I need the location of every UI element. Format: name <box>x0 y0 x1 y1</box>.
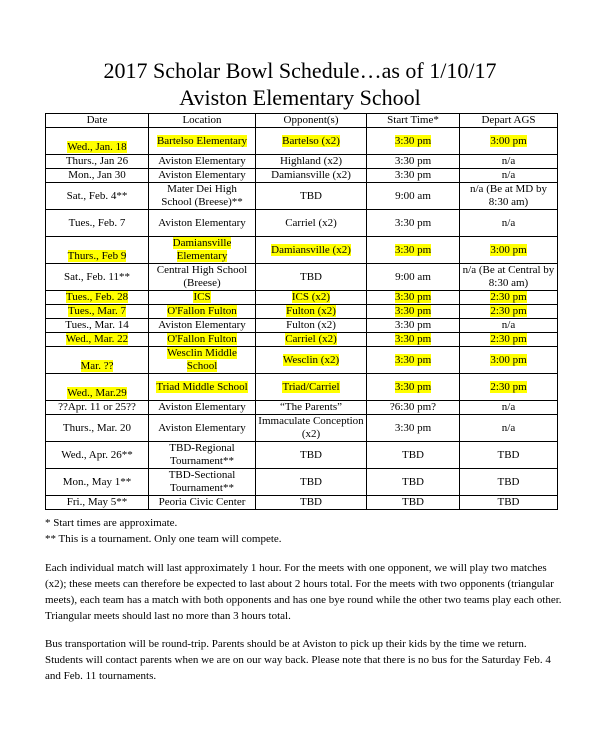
table-header-row <box>46 114 558 128</box>
cell-start: 3:30 pm <box>367 319 460 333</box>
cell-opponent: Fulton (x2) <box>256 319 367 333</box>
cell-opponent: Damiansville (x2) <box>256 169 367 183</box>
cell-date: Fri., May 5** <box>46 496 149 510</box>
cell-opponent: Triad/Carriel <box>256 374 367 401</box>
cell-date: Sat., Feb. 4** <box>46 183 149 210</box>
cell-location: Wesclin Middle School <box>149 347 256 374</box>
page-subtitle: Aviston Elementary School <box>179 85 421 110</box>
cell-depart: n/a <box>460 169 558 183</box>
table-row <box>46 291 558 305</box>
table-row <box>46 415 558 442</box>
table-row <box>46 169 558 183</box>
cell-depart: 3:00 pm <box>460 128 558 155</box>
cell-start: 3:30 pm <box>367 128 460 155</box>
cell-start: 3:30 pm <box>367 291 460 305</box>
cell-date: Mar. ?? <box>46 347 149 374</box>
cell-location: TBD-Sectional Tournament** <box>149 469 256 496</box>
header-start-time: Start Time* <box>367 114 460 128</box>
cell-opponent: Carriel (x2) <box>256 210 367 237</box>
cell-depart: TBD <box>460 469 558 496</box>
cell-start: 3:30 pm <box>367 210 460 237</box>
table-row <box>46 128 558 155</box>
table-row <box>46 442 558 469</box>
cell-date: Tues., Feb. 7 <box>46 210 149 237</box>
cell-depart: 3:00 pm <box>460 237 558 264</box>
cell-date: Tues., Mar. 14 <box>46 319 149 333</box>
cell-date: Mon., Jan 30 <box>46 169 149 183</box>
cell-location: O'Fallon Fulton <box>149 333 256 347</box>
cell-start: ?6:30 pm? <box>367 401 460 415</box>
cell-depart: n/a <box>460 210 558 237</box>
table-row <box>46 155 558 169</box>
header-opponent: Opponent(s) <box>256 114 367 128</box>
cell-depart: n/a <box>460 155 558 169</box>
cell-location: Aviston Elementary <box>149 415 256 442</box>
cell-start: 9:00 am <box>367 264 460 291</box>
cell-date: Thurs., Mar. 20 <box>46 415 149 442</box>
cell-depart: n/a (Be at Central by 8:30 am) <box>460 264 558 291</box>
match-info-text: Each individual match will last approximately 1 hour. For the meets with one opponent, we will play two matches (x2); these meets can therefore be expected to last about 2 hours total. For the meets with two opponents (triangular meets), each team has a match with both opponents and has one bye round while the other two teams play each other. Triangular meets should last no more than 3 hours total. <box>45 562 562 622</box>
cell-opponent: ICS (x2) <box>256 291 367 305</box>
cell-depart: n/a <box>460 415 558 442</box>
cell-depart: 2:30 pm <box>460 333 558 347</box>
cell-depart: 2:30 pm <box>460 291 558 305</box>
table-row <box>46 305 558 319</box>
cell-start: 3:30 pm <box>367 374 460 401</box>
cell-start: 3:30 pm <box>367 237 460 264</box>
cell-opponent: Wesclin (x2) <box>256 347 367 374</box>
bus-info-text: Bus transportation will be round-trip. Parents should be at Aviston to pick up their kids by the time we return. Students will contact parents when we are on our way back. Please note that there is no bus for the Saturday Feb. 4 and Feb. 11 tournaments. <box>45 638 551 682</box>
table-row <box>46 264 558 291</box>
cell-location: Mater Dei High School (Breese)** <box>149 183 256 210</box>
cell-date: Sat., Feb. 11** <box>46 264 149 291</box>
cell-start: 3:30 pm <box>367 305 460 319</box>
cell-location: Aviston Elementary <box>149 169 256 183</box>
cell-opponent: TBD <box>256 183 367 210</box>
table-row <box>46 347 558 374</box>
cell-start: 9:00 am <box>367 183 460 210</box>
header-date: Date <box>46 114 149 128</box>
cell-location: Peoria Civic Center <box>149 496 256 510</box>
footnote-approximate: * Start times are approximate. <box>45 517 178 529</box>
cell-opponent: Highland (x2) <box>256 155 367 169</box>
cell-location: Bartelso Elementary <box>149 128 256 155</box>
table-row <box>46 210 558 237</box>
header-depart: Depart AGS <box>460 114 558 128</box>
cell-date: Thurs., Jan 26 <box>46 155 149 169</box>
cell-depart: 3:00 pm <box>460 347 558 374</box>
cell-location: O'Fallon Fulton <box>149 305 256 319</box>
cell-opponent: Carriel (x2) <box>256 333 367 347</box>
cell-location: Aviston Elementary <box>149 210 256 237</box>
cell-location: ICS <box>149 291 256 305</box>
table-row <box>46 183 558 210</box>
cell-start: 3:30 pm <box>367 347 460 374</box>
cell-depart: TBD <box>460 496 558 510</box>
cell-start: TBD <box>367 469 460 496</box>
cell-opponent: “The Parents” <box>256 401 367 415</box>
cell-start: 3:30 pm <box>367 169 460 183</box>
cell-location: Aviston Elementary <box>149 401 256 415</box>
cell-start: TBD <box>367 442 460 469</box>
cell-depart: n/a (Be at MD by 8:30 am) <box>460 183 558 210</box>
cell-date: Wed., Mar. 22 <box>46 333 149 347</box>
footnotes <box>45 515 565 547</box>
table-row <box>46 496 558 510</box>
cell-date: Tues., Mar. 7 <box>46 305 149 319</box>
cell-location: Central High School (Breese) <box>149 264 256 291</box>
cell-start: 3:30 pm <box>367 415 460 442</box>
cell-date: Wed., Apr. 26** <box>46 442 149 469</box>
table-row <box>46 237 558 264</box>
cell-start: TBD <box>367 496 460 510</box>
cell-date: Thurs., Feb 9 <box>46 237 149 264</box>
cell-depart: TBD <box>460 442 558 469</box>
cell-location: Triad Middle School <box>149 374 256 401</box>
cell-date: Tues., Feb. 28 <box>46 291 149 305</box>
cell-opponent: Damiansville (x2) <box>256 237 367 264</box>
cell-depart: 2:30 pm <box>460 374 558 401</box>
cell-start: 3:30 pm <box>367 155 460 169</box>
cell-depart: n/a <box>460 401 558 415</box>
page-title: 2017 Scholar Bowl Schedule…as of 1/10/17 <box>103 58 497 83</box>
cell-opponent: TBD <box>256 496 367 510</box>
table-row <box>46 401 558 415</box>
cell-opponent: Bartelso (x2) <box>256 128 367 155</box>
bus-info-paragraph <box>45 636 565 684</box>
header-location: Location <box>149 114 256 128</box>
cell-opponent: Immaculate Conception (x2) <box>256 415 367 442</box>
cell-location: Aviston Elementary <box>149 155 256 169</box>
table-row <box>46 333 558 347</box>
cell-start: 3:30 pm <box>367 333 460 347</box>
schedule-table <box>45 113 558 510</box>
cell-date: Wed., Jan. 18 <box>46 128 149 155</box>
cell-date: Wed., Mar.29 <box>46 374 149 401</box>
cell-date: Mon., May 1** <box>46 469 149 496</box>
cell-location: Damiansville Elementary <box>149 237 256 264</box>
cell-opponent: TBD <box>256 469 367 496</box>
table-row <box>46 469 558 496</box>
cell-depart: 2:30 pm <box>460 305 558 319</box>
cell-location: Aviston Elementary <box>149 319 256 333</box>
match-info-paragraph <box>45 560 565 624</box>
cell-depart: n/a <box>460 319 558 333</box>
cell-opponent: TBD <box>256 442 367 469</box>
table-row <box>46 374 558 401</box>
footnote-tournament: ** This is a tournament. Only one team will compete. <box>45 533 282 545</box>
cell-opponent: Fulton (x2) <box>256 305 367 319</box>
cell-date: ??Apr. 11 or 25?? <box>46 401 149 415</box>
table-row <box>46 319 558 333</box>
cell-location: TBD-Regional Tournament** <box>149 442 256 469</box>
cell-opponent: TBD <box>256 264 367 291</box>
